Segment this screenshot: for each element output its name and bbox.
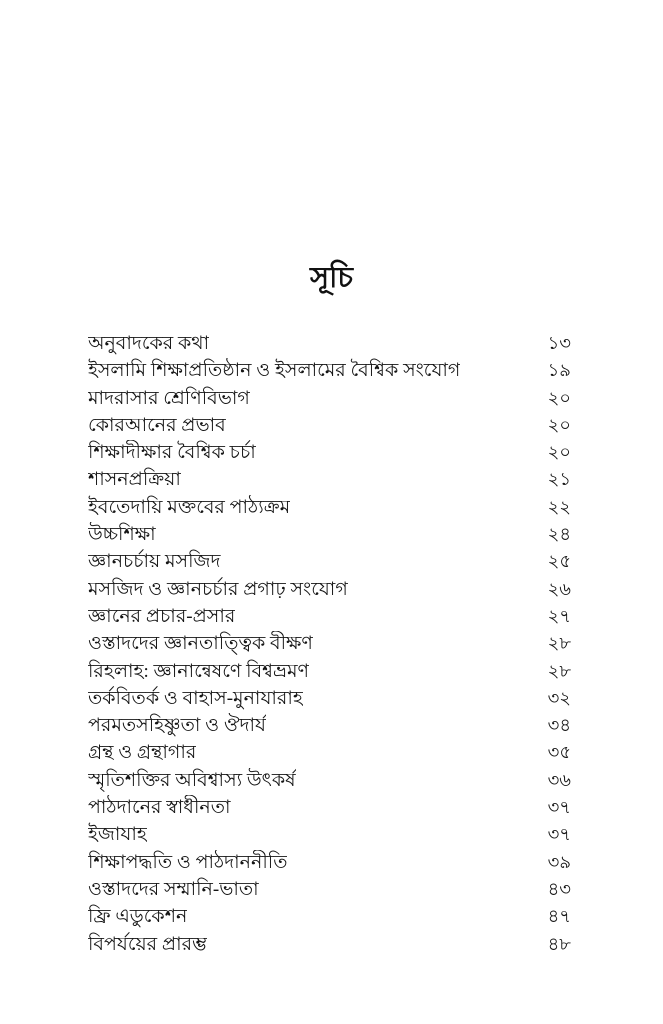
toc-entry (88, 685, 571, 712)
toc-entry-page-number: ৪৩ (547, 878, 571, 899)
toc-entry (88, 767, 571, 794)
toc-entry-page-number: ২৪ (547, 524, 571, 545)
toc-entry-page-number: ৪৮ (547, 933, 571, 954)
toc-entry-title: ইসলামি শিক্ষাপ্রতিষ্ঠান ও ইসলামের বৈশ্বিক সংযোগ (88, 360, 461, 382)
toc-entry-title: জ্ঞানচর্চায় মসজিদ (88, 551, 221, 573)
toc-entry (88, 931, 571, 958)
toc-list (88, 330, 571, 958)
toc-entry (88, 603, 571, 630)
toc-entry-title: শিক্ষাদীক্ষার বৈশ্বিক চর্চা (88, 442, 256, 464)
toc-entry-title: পরমতসহিষ্ণুতা ও ঔদার্য (88, 715, 266, 737)
toc-entry-title: গ্রন্থ ও গ্রন্থাগার (88, 742, 197, 764)
toc-entry (88, 630, 571, 657)
toc-entry-page-number: ২২ (547, 496, 571, 517)
toc-entry-title: ওস্তাদদের সম্মানি-ভাতা (88, 878, 259, 900)
toc-entry-page-number: ৩৭ (547, 824, 571, 845)
toc-entry (88, 876, 571, 903)
toc-entry-page-number: ৩৯ (547, 851, 571, 872)
toc-entry-page-number: ১৯ (547, 360, 571, 381)
toc-entry (88, 385, 571, 412)
toc-entry (88, 330, 571, 357)
toc-entry-title: ইজাযাহ (88, 824, 147, 846)
toc-entry-page-number: ২৬ (547, 578, 571, 599)
toc-entry (88, 576, 571, 603)
toc-entry (88, 739, 571, 766)
toc-entry-page-number: ৩৬ (547, 769, 571, 790)
toc-entry (88, 903, 571, 930)
toc-entry-title: মসজিদ ও জ্ঞানচর্চার প্রগাঢ় সংযোগ (88, 578, 348, 600)
toc-entry (88, 712, 571, 739)
toc-entry-title: শাসনপ্রক্রিয়া (88, 469, 181, 491)
toc-entry (88, 548, 571, 575)
toc-entry (88, 849, 571, 876)
toc-entry-title: তর্কবিতর্ক ও বাহাস-মুনাযারাহ (88, 687, 303, 709)
toc-entry-page-number: ২৮ (547, 633, 571, 654)
toc-entry (88, 658, 571, 685)
toc-entry (88, 439, 571, 466)
toc-entry (88, 494, 571, 521)
toc-entry-page-number: ১৩ (547, 333, 571, 353)
toc-entry-page-number: ৩২ (547, 687, 571, 708)
toc-entry-title: পাঠদানের স্বাধীনতা (88, 797, 231, 819)
toc-entry-page-number: ২৮ (547, 660, 571, 681)
toc-entry-title: বিপর্যয়ের প্রারম্ভ (88, 933, 208, 955)
toc-entry-page-number: ৪৭ (547, 906, 571, 927)
toc-entry-page-number: ৩৪ (547, 715, 571, 736)
toc-entry-page-number: ৩৫ (547, 742, 571, 763)
toc-entry-title: ইবতেদায়ি মক্তবের পাঠ্যক্রম (88, 496, 291, 518)
toc-entry-page-number: ২০ (547, 414, 571, 435)
toc-entry (88, 357, 571, 384)
toc-entry-title: শিক্ষাপদ্ধতি ও পাঠদাননীতি (88, 851, 288, 873)
toc-entry-page-number: ২০ (547, 442, 571, 463)
toc-entry-page-number: ৩৭ (547, 797, 571, 818)
toc-entry-page-number: ২১ (547, 469, 571, 490)
toc-entry-title: কোরআনের প্রভাব (88, 414, 226, 436)
toc-entry (88, 794, 571, 821)
toc-entry-page-number: ২৭ (547, 605, 571, 626)
toc-entry-page-number: ২৫ (547, 551, 571, 572)
toc-entry-title: উচ্চশিক্ষা (88, 524, 156, 546)
toc-entry (88, 412, 571, 439)
toc-entry-title: ফ্রি এডুকেশন (88, 906, 188, 928)
toc-entry-title: মাদরাসার শ্রেণিবিভাগ (88, 387, 250, 409)
toc-entry-page-number: ২০ (547, 387, 571, 408)
toc-entry (88, 466, 571, 493)
toc-entry (88, 521, 571, 548)
page-title: সূচি (309, 262, 354, 294)
toc-entry-title: স্মৃতিশক্তির অবিশ্বাস্য উৎকর্ষ (88, 769, 296, 791)
toc-entry-title: অনুবাদকের কথা (88, 333, 210, 354)
toc-entry-title: রিহলাহ: জ্ঞানান্বেষণে বিশ্বভ্রমণ (88, 660, 310, 682)
toc-entry-title: জ্ঞানের প্রচার-প্রসার (88, 605, 236, 627)
toc-entry-title: ওস্তাদদের জ্ঞানতাত্ত্বিক বীক্ষণ (88, 633, 313, 655)
toc-entry (88, 821, 571, 848)
